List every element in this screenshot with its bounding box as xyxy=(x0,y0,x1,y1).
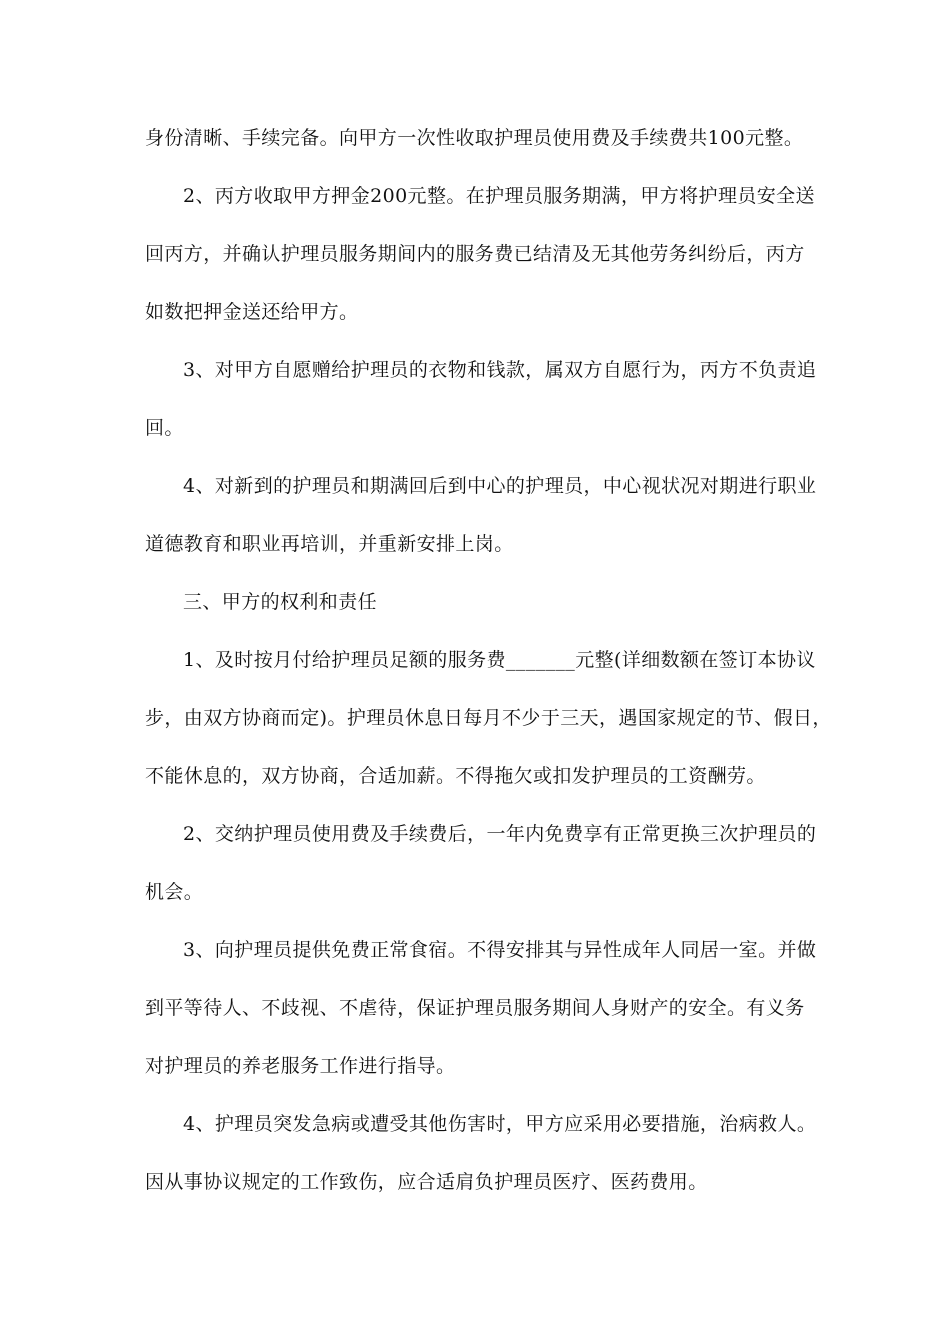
text-line: 道德教育和职业再培训，并重新安排上岗。 xyxy=(145,533,514,555)
text-line: 1、及时按月付给护理员足额的服务费_______元整(详细数额在签订本协议 xyxy=(183,649,816,671)
text-line: 2、丙方收取甲方押金200元整。在护理员服务期满，甲方将护理员安全送 xyxy=(183,185,815,207)
text-line: 因从事协议规定的工作致伤，应合适肩负护理员医疗、医药费用。 xyxy=(145,1171,708,1193)
text-line: 步，由双方协商而定)。护理员休息日每月不少于三天，遇国家规定的节、假日， xyxy=(145,707,832,729)
text-line: 机会。 xyxy=(145,881,204,903)
text-line: 回丙方，并确认护理员服务期间内的服务费已结清及无其他劳务纠纷后，丙方 xyxy=(145,243,805,265)
text-line: 2、交纳护理员使用费及手续费后，一年内免费享有正常更换三次护理员的 xyxy=(183,823,817,845)
text-line: 身份清晰、手续完备。向甲方一次性收取护理员使用费及手续费共100元整。 xyxy=(145,127,804,149)
text-line: 回。 xyxy=(145,417,184,439)
text-line: 4、护理员突发急病或遭受其他伤害时，甲方应采用必要措施，治病救人。 xyxy=(183,1113,817,1135)
text-line: 对护理员的养老服务工作进行指导。 xyxy=(145,1055,456,1077)
text-line: 3、向护理员提供免费正常食宿。不得安排其与异性成年人同居一室。并做 xyxy=(183,939,817,961)
text-line: 如数把押金送还给甲方。 xyxy=(145,301,359,323)
section-heading: 三、甲方的权利和责任 xyxy=(183,591,378,613)
text-line: 4、对新到的护理员和期满回后到中心的护理员，中心视状况对期进行职业 xyxy=(183,475,817,497)
text-line: 不能休息的，双方协商，合适加薪。不得拖欠或扣发护理员的工资酬劳。 xyxy=(145,765,766,787)
text-line: 到平等待人、不歧视、不虐待，保证护理员服务期间人身财产的安全。有义务 xyxy=(145,997,805,1019)
text-line: 3、对甲方自愿赠给护理员的衣物和钱款，属双方自愿行为，丙方不负责追 xyxy=(183,359,817,381)
